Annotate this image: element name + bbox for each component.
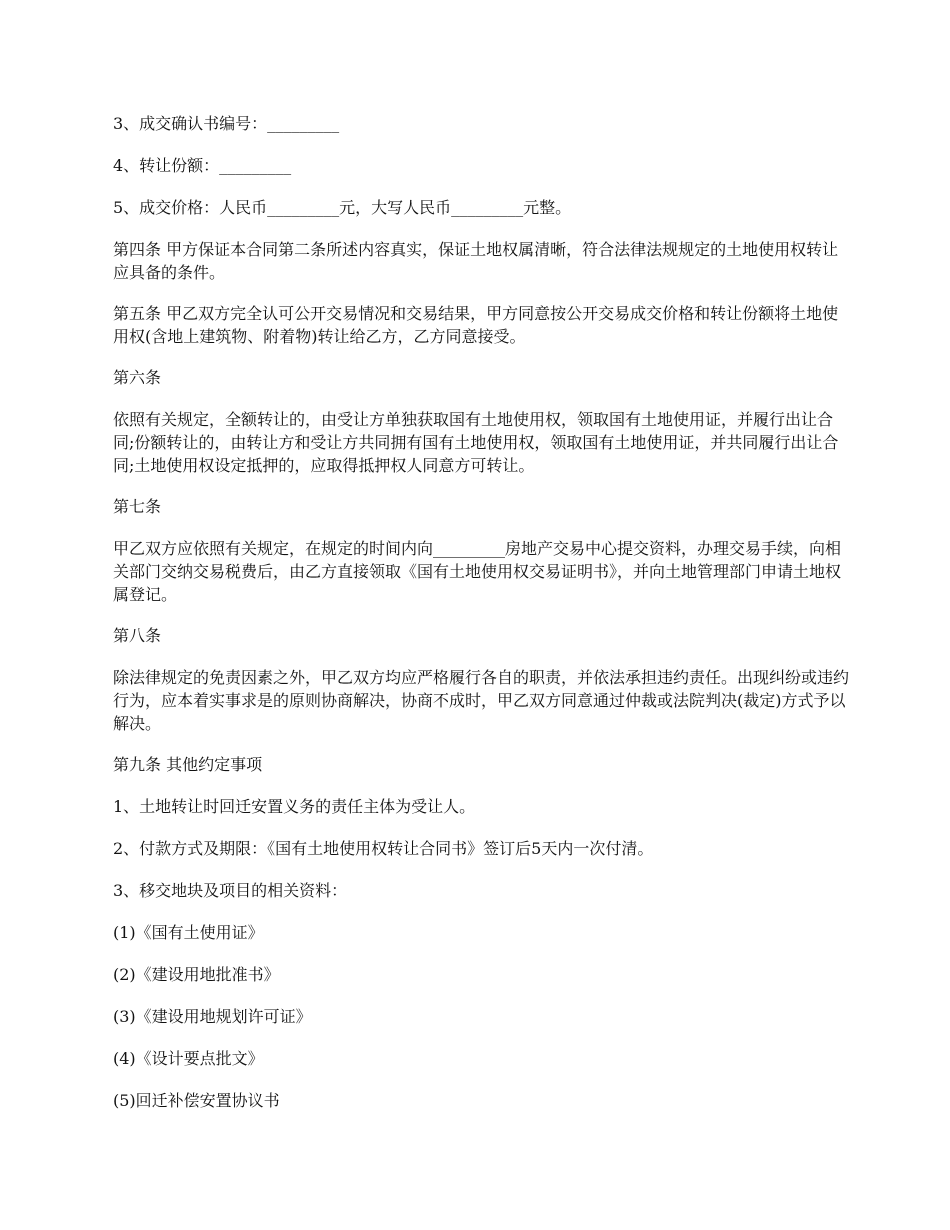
clause-5-transaction-price: 5、成交价格：人民币_________元，大写人民币_________元整。 <box>113 198 572 217</box>
clause-3-confirmation-number: 3、成交确认书编号：_________ <box>113 114 340 133</box>
article-6-heading: 第六条 <box>113 368 162 387</box>
clause-4-transfer-share: 4、转让份额：_________ <box>113 156 292 175</box>
document-list-item-1: (1)《国有土使用证》 <box>113 923 264 942</box>
article-6-body: 依照有关规定，全额转让的，由受让方单独获取国有土地使用权，领取国有土地使用证，并履行出让合同;份额转让的，由转让方和受让方共同拥有国有土地使用权，领取国有土地使用证，并共同履行出让合同;土地使用权设定抵押的，应取得抵押权人同意方可转让。 <box>113 410 839 475</box>
article-7-body: 甲乙双方应依照有关规定，在规定的时间内向_________房地产交易中心提交资料，办理交易手续，向相关部门交纳交易税费后，由乙方直接领取《国有土地使用权交易证明书》，并向土地管理部门申请土地权属登记。 <box>113 539 842 604</box>
article-7-heading: 第七条 <box>113 497 162 516</box>
document-body <box>113 112 853 1131</box>
article-8-body: 除法律规定的免责因素之外，甲乙双方均应严格履行各自的职责，并依法承担违约责任。出现纠纷或违约行为，应本着实事求是的原则协商解决，协商不成时，甲乙双方同意通过仲裁或法院判决(裁定)方式予以解决。 <box>113 668 850 733</box>
article-9-item-2: 2、付款方式及期限：《国有土地使用权转让合同书》签订后5天内一次付清。 <box>113 839 654 858</box>
document-list-item-4: (4)《设计要点批文》 <box>113 1049 264 1068</box>
article-8-heading: 第八条 <box>113 626 162 645</box>
article-9-item-3: 3、移交地块及项目的相关资料： <box>113 881 348 900</box>
article-5: 第五条 甲乙双方完全认可公开交易情况和交易结果，甲方同意按公开交易成交价格和转让份额将土地使用权(含地上建筑物、附着物)转让给乙方，乙方同意接受。 <box>113 304 839 346</box>
article-4: 第四条 甲方保证本合同第二条所述内容真实，保证土地权属清晰，符合法律法规规定的土地使用权转让应具备的条件。 <box>113 240 839 282</box>
document-list-item-2: (2)《建设用地批准书》 <box>113 965 280 984</box>
document-list-item-3: (3)《建设用地规划许可证》 <box>113 1007 312 1026</box>
article-9-heading: 第九条 其他约定事项 <box>113 755 263 774</box>
document-list-item-5: (5)回迁补偿安置协议书 <box>113 1091 280 1110</box>
article-9-item-1: 1、土地转让时回迁安置义务的责任主体为受让人。 <box>113 797 476 816</box>
